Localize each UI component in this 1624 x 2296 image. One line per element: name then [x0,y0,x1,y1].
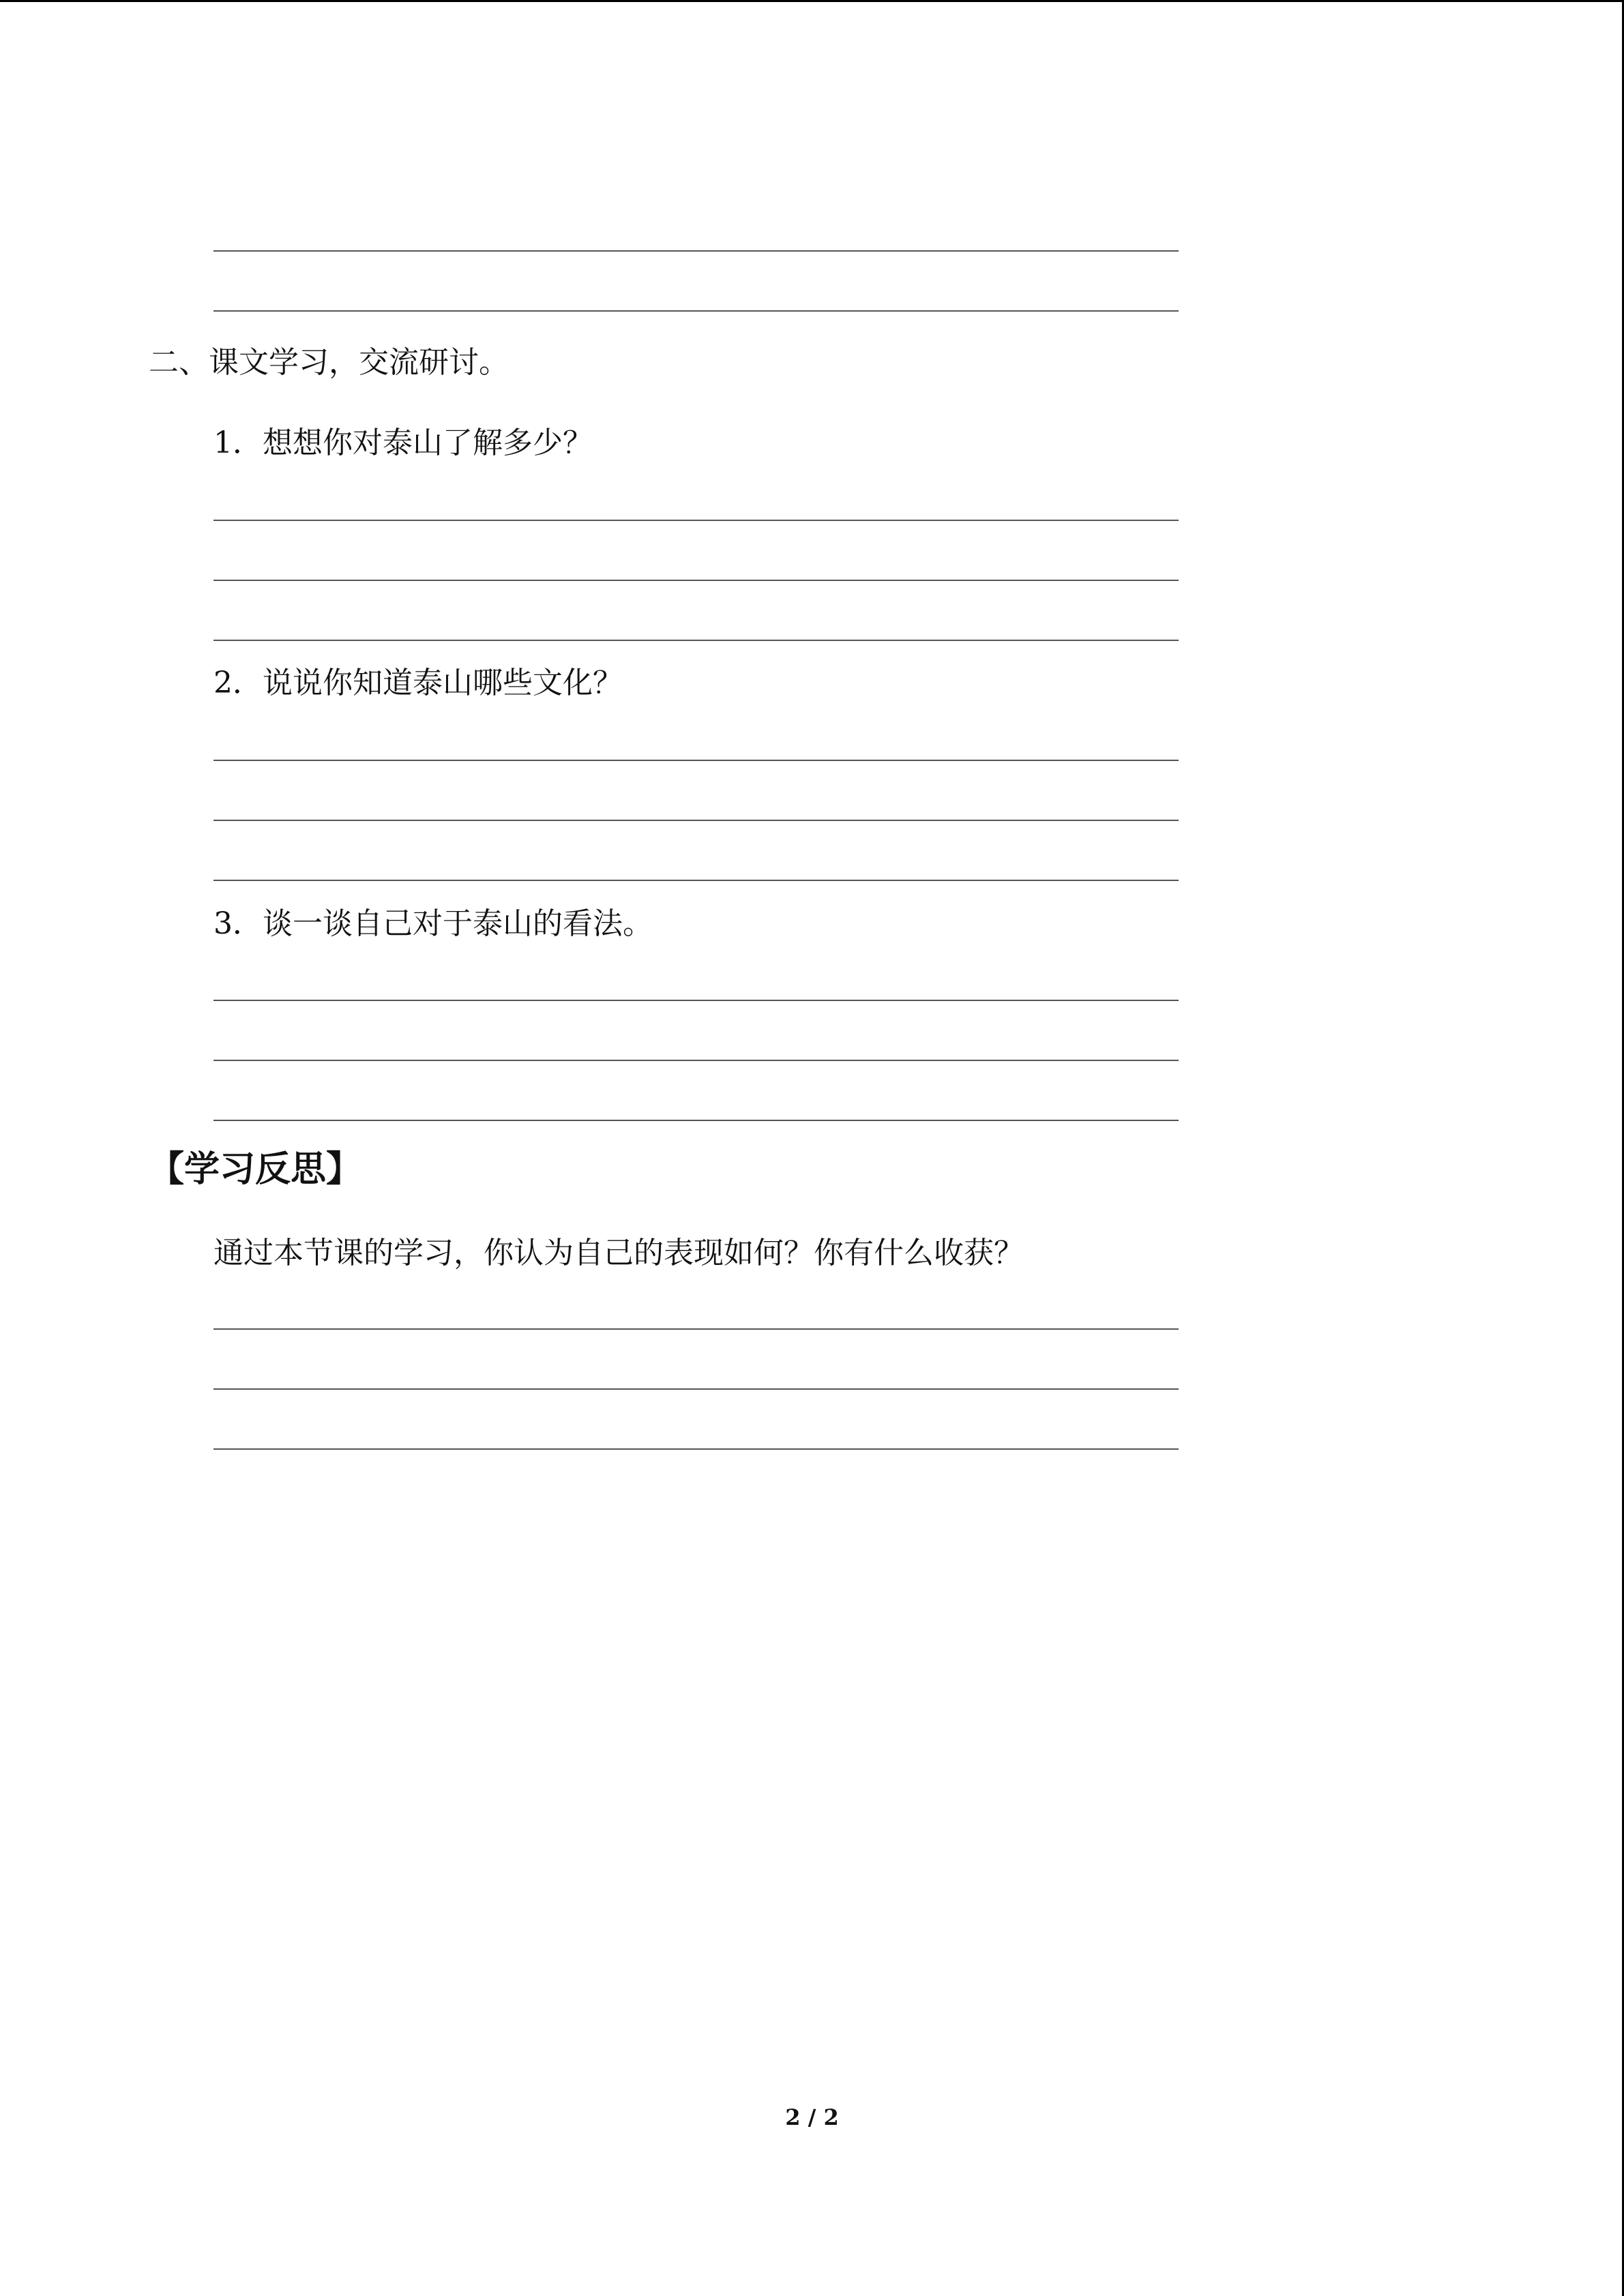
reflection-prompt: 通过本节课的学习，你认为自己的表现如何？你有什么收获？ [213,1236,1024,1270]
answer-line[interactable] [213,580,1179,581]
answer-line[interactable] [213,1328,1179,1330]
answer-line[interactable] [213,760,1179,761]
answer-line[interactable] [213,640,1179,641]
answer-line[interactable] [213,520,1179,521]
answer-line[interactable] [213,820,1179,821]
page-border-top [0,0,1624,2]
answer-line[interactable] [213,250,1179,252]
answer-line[interactable] [213,1120,1179,1121]
question-2: 2．说说你知道泰山哪些文化？ [213,666,623,700]
question-1: 1．想想你对泰山了解多少？ [213,426,593,460]
answer-line[interactable] [213,1388,1179,1390]
answer-line[interactable] [213,880,1179,881]
question-3: 3．谈一谈自己对于泰山的看法。 [213,906,653,941]
answer-line[interactable] [213,1060,1179,1061]
reflection-heading: 【学习反思】 [149,1149,362,1190]
page-number: 2 / 2 [785,2104,839,2130]
answer-line[interactable] [213,1000,1179,1001]
answer-line[interactable] [213,310,1179,312]
answer-line[interactable] [213,1448,1179,1450]
section-two-heading: 二、课文学习，交流研讨。 [149,345,509,380]
